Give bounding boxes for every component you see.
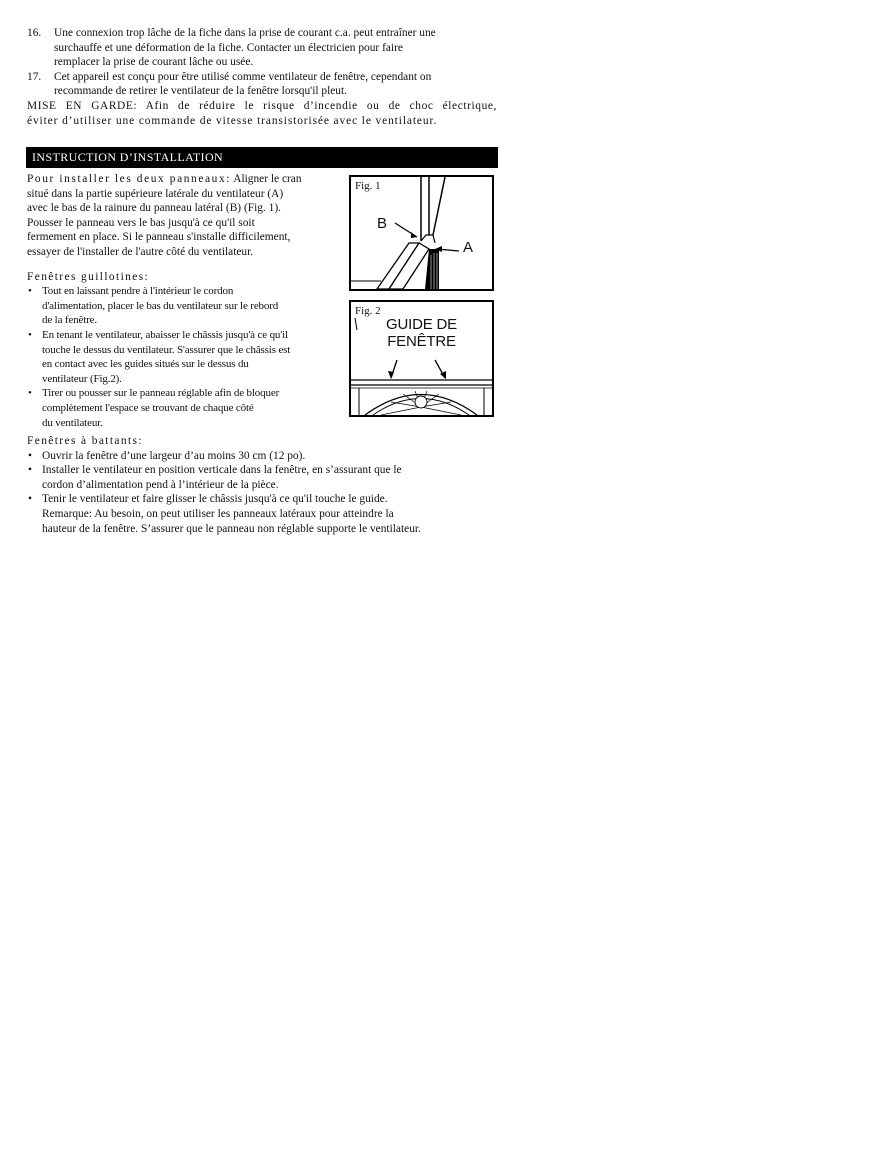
- figure-2: [349, 300, 494, 417]
- figure-1: [349, 175, 494, 291]
- figure-1-label: Fig. 1: [355, 180, 381, 192]
- list-item: [27, 70, 497, 99]
- bullet-line: ventilateur (Fig.2).: [42, 372, 122, 385]
- intro-line: Pousser le panneau vers le bas jusqu'à ce qu'il soit: [27, 216, 255, 229]
- bullet-line: de la fenêtre.: [42, 314, 98, 327]
- item-line: Cet appareil est conçu pour être utilisé comme ventilateur de fenêtre, cependant on: [54, 70, 432, 83]
- item-line: recommande de retirer le ventilateur de la fenêtre lorsqu'il pleut.: [54, 85, 348, 98]
- item-line: remplacer la prise de courant lâche ou usée.: [54, 56, 254, 69]
- intro-lead: Pour installer les deux panneaux:: [27, 173, 232, 185]
- intro-line: avec le bas de la rainure du panneau latéral (B) (Fig. 1).: [27, 202, 281, 215]
- bullet-line: Remarque: Au besoin, on peut utiliser les panneaux latéraux pour atteindre la: [42, 507, 394, 520]
- bullet-line: d'alimentation, placer le bas du ventilateur sur le rebord: [42, 299, 279, 312]
- casement-instructions: [27, 434, 497, 536]
- bullet-line: • Installer le ventilateur en position verticale dans la fenêtre, en s’assurant que le: [42, 464, 402, 477]
- intro-line: [27, 172, 343, 187]
- list-item: [27, 386, 343, 430]
- casement-heading: Fenêtres à battants:: [27, 435, 143, 447]
- list-item: [27, 463, 497, 492]
- guide-line: GUIDE DE: [386, 316, 457, 333]
- bullet-line: cordon d’alimentation pend à l’intérieur de la pièce.: [42, 478, 279, 491]
- intro-lead-rest: Aligner le cran: [233, 173, 302, 185]
- safety-items: [27, 26, 497, 128]
- bullet-line: du ventilateur.: [42, 416, 103, 429]
- guide-line: FENÊTRE: [387, 333, 456, 350]
- list-item: [27, 492, 497, 536]
- sash-heading: Fenêtres guillotines:: [27, 270, 150, 283]
- casement-list: [27, 449, 497, 537]
- sash-list: [27, 284, 343, 430]
- item-number: 17.: [27, 70, 42, 83]
- bullet-line: • Ouvrir la fenêtre d’une largeur d’au moins 30 cm (12 po).: [42, 449, 306, 462]
- window-guide-label: [351, 316, 492, 350]
- list-item: [27, 328, 343, 386]
- warning-line: éviter d’utiliser une commande de vitesse transistorisée avec le ventilateur.: [27, 114, 438, 127]
- warning-line: MISE EN GARDE: Afin de réduire le risque d’incendie ou de choc électrique,: [27, 99, 497, 112]
- panel-install-illustration: [351, 177, 492, 289]
- figure-2-label: Fig. 2: [355, 305, 381, 317]
- label-a: A: [463, 239, 474, 256]
- list-item: [27, 449, 497, 464]
- bullet-line: en contact avec les guides situés sur le dessus du: [42, 358, 249, 371]
- section-title: INSTRUCTION D’INSTALLATION: [26, 147, 498, 168]
- list-item: [27, 26, 497, 70]
- item-number: 16.: [27, 27, 42, 39]
- bullet-line: • Tout en laissant pendre à l'intérieur le cordon: [42, 285, 234, 298]
- intro-line: situé dans la partie supérieure latérale du ventilateur (A): [27, 187, 284, 200]
- label-b: B: [377, 215, 388, 232]
- item-line: surchauffe et une déformation de la fiche. Contacter un électricien pour faire: [54, 41, 403, 54]
- install-instructions: [27, 172, 343, 430]
- intro-line: essayer de l'installer de l'autre côté du ventilateur.: [27, 245, 254, 258]
- item-line: Une connexion trop lâche de la fiche dans la prise de courant c.a. peut entraîner une: [54, 27, 436, 39]
- bullet-line: complètement l'espace se trouvant de chaque côté: [42, 401, 254, 414]
- bullet-line: • En tenant le ventilateur, abaisser le châssis jusqu'à ce qu'il: [42, 328, 288, 341]
- bullet-line: hauteur de la fenêtre. S’assurer que le panneau non réglable supporte le ventilateur.: [42, 522, 421, 535]
- bullet-line: • Tirer ou pousser sur le panneau réglable afin de bloquer: [42, 387, 280, 400]
- bullet-line: touche le dessus du ventilateur. S'assurer que le châssis est: [42, 343, 291, 356]
- bullet-line: • Tenir le ventilateur et faire glisser le châssis jusqu'à ce qu'il touche le guide.: [42, 493, 388, 506]
- intro-line: fermement en place. Si le panneau s'installe difficilement,: [27, 231, 291, 244]
- list-item: [27, 284, 343, 328]
